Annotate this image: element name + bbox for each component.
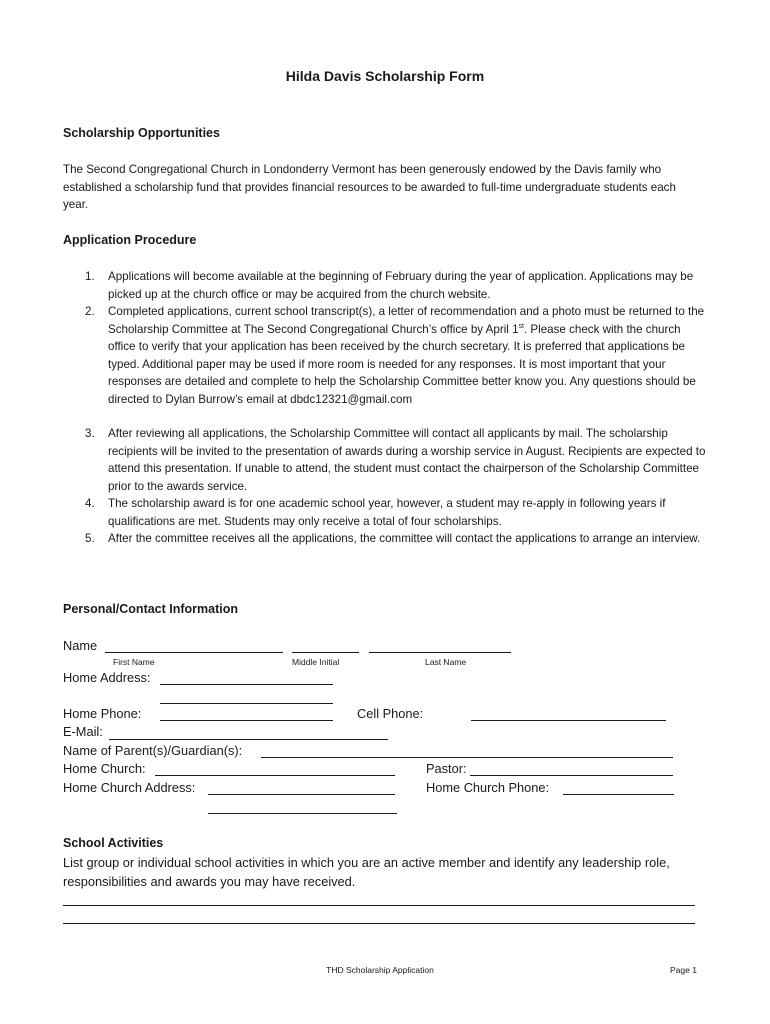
footer-title: THD Scholarship Application — [326, 965, 434, 975]
pastor-field[interactable] — [470, 775, 673, 776]
opportunities-heading: Scholarship Opportunities — [63, 126, 220, 140]
list-item-number: 4. — [85, 497, 95, 510]
list-item — [108, 303, 708, 408]
home-address-field[interactable] — [160, 684, 333, 685]
email-label: E-Mail: — [63, 724, 103, 739]
church-phone-field[interactable] — [563, 794, 674, 795]
home-church-label: Home Church: — [63, 761, 146, 776]
church-address-field[interactable] — [208, 794, 395, 795]
last-name-caption: Last Name — [425, 657, 467, 667]
first-name-field[interactable] — [105, 652, 283, 653]
personal-heading: Personal/Contact Information — [63, 602, 239, 616]
first-name-caption: First Name — [113, 657, 155, 667]
email-field[interactable] — [109, 739, 388, 740]
list-item-text: Completed applications, current school transcript(s), a letter of recommendation and a photo must be returned to the Scholarship Committee at The Second Congregational Church’s office by April 1 — [108, 305, 705, 336]
activities-heading: School Activities — [63, 836, 164, 850]
superscript: st — [518, 322, 524, 330]
activities-field[interactable] — [63, 905, 695, 906]
page-title: Hilda Davis Scholarship Form — [285, 68, 485, 84]
list-item-text: . Please check with the church office to verify that your application has been received by the church secretary. It is preferred that applications be typed. Additional paper may be used if more room is needed for any responses. It is most important that your responses are detailed and complete to help the Scholarship Committee better know you. Any questions should be directed to Dylan Burrow’s email at dbdc12321@gmail.com — [108, 322, 696, 406]
middle-initial-field[interactable] — [292, 652, 359, 653]
opportunities-text: The Second Congregational Church in Londonderry Vermont has been generously endowed by the Davis family who established a scholarship fund that provides financial resources to be awarded to full-time undergraduate students each year. — [63, 163, 676, 211]
church-phone-label: Home Church Phone: — [426, 780, 550, 795]
church-address-field-2[interactable] — [208, 813, 397, 814]
cell-phone-field[interactable] — [471, 720, 666, 721]
procedure-heading: Application Procedure — [63, 233, 197, 247]
parents-label: Name of Parent(s)/Guardian(s): — [63, 743, 243, 758]
church-address-label: Home Church Address: — [63, 780, 196, 795]
home-address-field-2[interactable] — [160, 703, 333, 704]
list-item-number: 3. — [85, 427, 95, 440]
parents-field[interactable] — [261, 757, 673, 758]
list-item: After the committee receives all the applications, the committee will contact the applications to arrange an interview. — [108, 532, 701, 545]
home-address-label: Home Address: — [63, 670, 151, 685]
home-phone-field[interactable] — [160, 720, 333, 721]
list-item: The scholarship award is for one academic school year, however, a student may re-apply in following years if qualifications are met. Students may only receive a total of four scholarships. — [108, 497, 666, 528]
pastor-label: Pastor: — [426, 761, 467, 776]
list-item-number: 5. — [85, 532, 95, 545]
list-item-number: 2. — [85, 305, 95, 318]
name-label: Name — [63, 638, 98, 653]
last-name-field[interactable] — [369, 652, 511, 653]
middle-initial-caption: Middle Initial — [292, 657, 340, 667]
home-phone-label: Home Phone: — [63, 706, 142, 721]
list-item: After reviewing all applications, the Scholarship Committee will contact all applicants by mail. The scholarship recipients will be invited to the presentation of awards during a worship service in August. Recipients are expected to attend this presentation. If unable to attend, the student must contact the chairperson of the Scholarship Committee prior to the awards service. — [108, 427, 706, 493]
activities-field-2[interactable] — [63, 923, 695, 924]
home-church-field[interactable] — [155, 775, 395, 776]
activities-text: List group or individual school activities in which you are an active member and identify any leadership role, responsibilities and awards you may have received. — [63, 855, 670, 889]
list-item-number: 1. — [85, 270, 95, 283]
list-item: Applications will become available at the beginning of February during the year of application. Applications may be picked up at the church office or may be acquired from the church website. — [108, 270, 694, 301]
cell-phone-label: Cell Phone: — [357, 706, 424, 721]
page-number: Page 1 — [670, 965, 697, 975]
